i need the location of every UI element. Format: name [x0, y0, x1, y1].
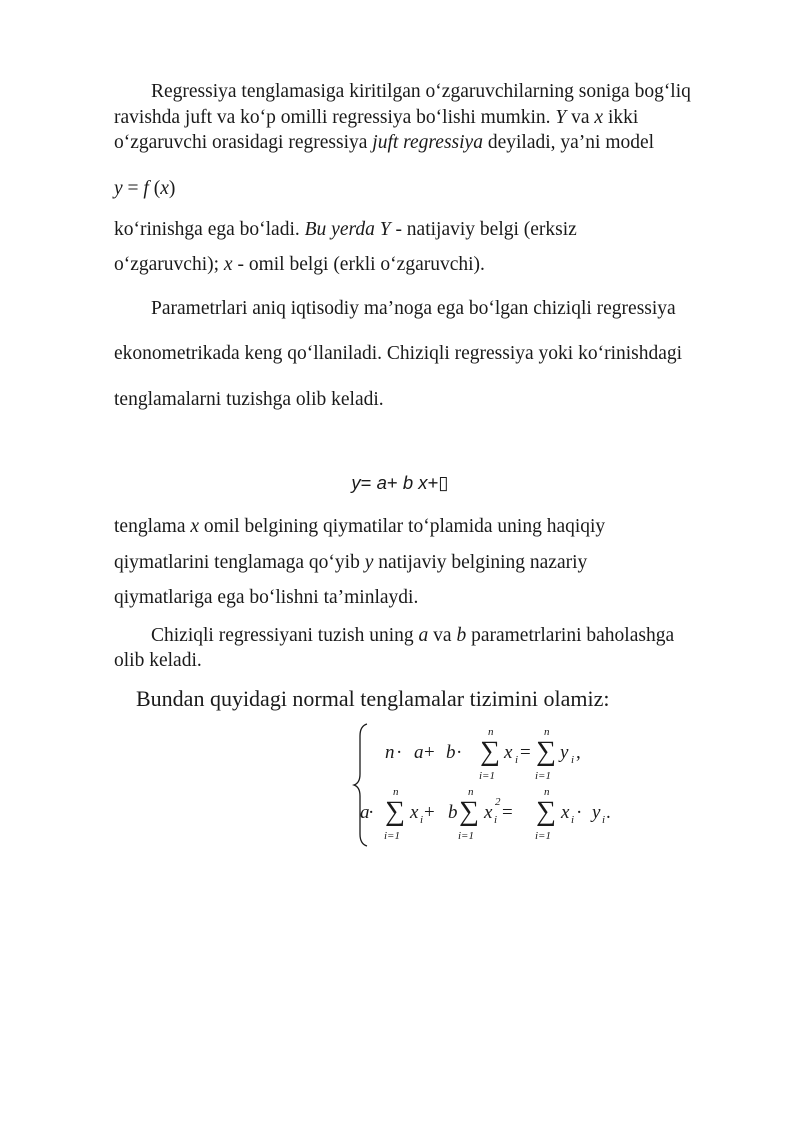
p3-line3: tenglamalarni tuzishga olib keladi. [114, 389, 384, 410]
p1-line2: ravishda juft va ko‘p omilli regressiya bo‘lishi mumkin. Y va x ikki [114, 107, 639, 128]
regression-equation: y= a+ b x+▯ [351, 472, 449, 493]
p1-line1: Regressiya tenglamasiga kiritilgan o‘zgaruvchilarning soniga bog‘liq [151, 81, 691, 102]
p5-line1: Chiziqli regressiyani tuzish uning a va b parametrlarini baholashga [151, 625, 675, 646]
system-intro: Bundan quyidagi normal tenglamalar tizimini olamiz: [136, 686, 610, 711]
p1-line3: o‘zgaruvchi orasidagi regressiya juft regressiya deyiladi, ya’ni model [114, 132, 655, 153]
p4-line2: qiymatlarini tenglamaga qo‘yib y natijaviy belgining nazariy [114, 552, 588, 573]
model-formula: y = f (x) [114, 178, 176, 199]
p3-line1: Parametrlari aniq iqtisodiy ma’noga ega bo‘lgan chiziqli regressiya [151, 298, 676, 319]
normal-equations-system: n · a + b · n ∑ i=1 x i = n ∑ i=1 y i , a · n ∑ i=1 x i + b n ∑ i=1 x i 2 = n ∑ i=1 x i · y i . [352, 722, 632, 848]
p5-line2: olib keladi. [114, 650, 202, 671]
p2-line1: ko‘rinishga ega bo‘ladi. Bu yerda Y - natijaviy belgi (erksiz [114, 219, 577, 240]
p4-line1: tenglama x omil belgining qiymatilar to‘plamida uning haqiqiy [114, 516, 606, 537]
p4-line3: qiymatlariga ega bo‘lishni ta’minlaydi. [114, 587, 419, 608]
p3-line2: ekonometrikada keng qo‘llaniladi. Chiziqli regressiya yoki ko‘rinishdagi [114, 343, 683, 364]
p2-line2: o‘zgaruvchi); x - omil belgi (erkli o‘zgaruvchi). [114, 254, 485, 275]
left-brace [352, 722, 372, 848]
